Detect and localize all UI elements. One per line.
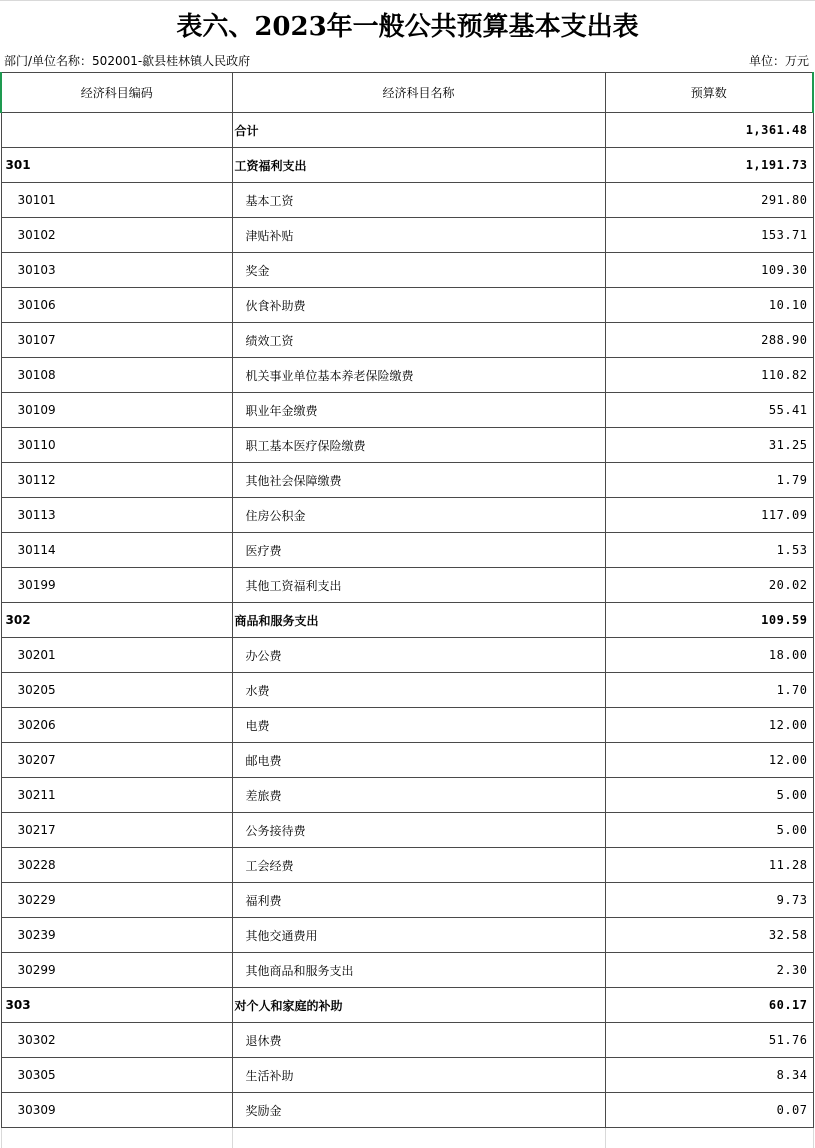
cell-amount[interactable]: 12.00 [605,708,813,743]
cell-amount[interactable]: 5.00 [605,813,813,848]
table-row [1,463,813,498]
cell-amount[interactable]: 288.90 [605,323,813,358]
cell-amount[interactable]: 20.02 [605,568,813,603]
cell-code[interactable]: 302 [1,603,232,638]
empty-cell[interactable] [605,1128,813,1148]
cell-code[interactable]: 30302 [1,1023,232,1058]
cell-amount[interactable]: 51.76 [605,1023,813,1058]
table-row [1,883,813,918]
cell-amount[interactable]: 55.41 [605,393,813,428]
cell-code[interactable]: 30199 [1,568,232,603]
cell-name[interactable]: 电费 [232,708,605,743]
cell-name[interactable]: 机关事业单位基本养老保险缴费 [232,358,605,393]
cell-name[interactable]: 伙食补助费 [232,288,605,323]
cell-name[interactable]: 绩效工资 [232,323,605,358]
header-code[interactable]: 经济科目编码 [1,73,232,113]
cell-amount[interactable]: 291.80 [605,183,813,218]
empty-row [1,1128,813,1148]
cell-code[interactable]: 30108 [1,358,232,393]
table-row [1,673,813,708]
category-row [1,603,813,638]
cell-code[interactable]: 30101 [1,183,232,218]
cell-code[interactable]: 30211 [1,778,232,813]
header-name[interactable]: 经济科目名称 [232,73,605,113]
empty-cell[interactable] [1,1128,232,1148]
table-row [1,358,813,393]
cell-amount[interactable]: 8.34 [605,1058,813,1093]
table-row [1,393,813,428]
cell-name[interactable]: 对个人和家庭的补助 [232,988,605,1023]
cell-code[interactable]: 30217 [1,813,232,848]
cell-name[interactable]: 公务接待费 [232,813,605,848]
table-body [1,113,813,1148]
sheet-top-gridline [0,0,815,1]
cell-name[interactable]: 奖金 [232,253,605,288]
table-row [1,498,813,533]
cell-name[interactable]: 职工基本医疗保险缴费 [232,428,605,463]
cell-code[interactable]: 30228 [1,848,232,883]
cell-amount[interactable]: 0.07 [605,1093,813,1128]
cell-name[interactable]: 其他社会保障缴费 [232,463,605,498]
cell-code[interactable]: 303 [1,988,232,1023]
table-row [1,918,813,953]
cell-name[interactable]: 医疗费 [232,533,605,568]
cell-code[interactable]: 30114 [1,533,232,568]
cell-code[interactable]: 30102 [1,218,232,253]
cell-name[interactable]: 其他商品和服务支出 [232,953,605,988]
table-row [1,638,813,673]
cell-name[interactable]: 其他工资福利支出 [232,568,605,603]
table-row [1,253,813,288]
table-row [1,533,813,568]
header-amount[interactable]: 预算数 [605,73,813,113]
cell-code[interactable]: 30201 [1,638,232,673]
cell-code[interactable]: 30207 [1,743,232,778]
cell-name[interactable]: 办公费 [232,638,605,673]
cell-code[interactable]: 30206 [1,708,232,743]
cell-name[interactable]: 奖励金 [232,1093,605,1128]
cell-amount[interactable]: 5.00 [605,778,813,813]
category-row [1,148,813,183]
table-row [1,1058,813,1093]
cell-code[interactable]: 30305 [1,1058,232,1093]
cell-code[interactable]: 30103 [1,253,232,288]
cell-name[interactable]: 住房公积金 [232,498,605,533]
table-row [1,953,813,988]
cell-amount[interactable]: 12.00 [605,743,813,778]
cell-amount[interactable]: 1.53 [605,533,813,568]
cell-code[interactable]: 30113 [1,498,232,533]
cell-code[interactable]: 30112 [1,463,232,498]
department-label: 部门/单位名称：502001-歙县桂林镇人民政府 [4,54,251,68]
table-row [1,778,813,813]
page-title: 表六、2023年一般公共预算基本支出表 [176,12,639,42]
cell-amount[interactable]: 110.82 [605,358,813,393]
cell-amount[interactable]: 1,191.73 [605,148,813,183]
table-row [1,1093,813,1128]
cell-name[interactable]: 水费 [232,673,605,708]
cell-amount[interactable]: 153.71 [605,218,813,253]
table-header-row [1,73,813,113]
cell-code[interactable]: 30229 [1,883,232,918]
cell-code[interactable]: 301 [1,148,232,183]
table-row [1,218,813,253]
cell-amount[interactable]: 60.17 [605,988,813,1023]
cell-name[interactable]: 其他交通费用 [232,918,605,953]
table-row [1,428,813,463]
table-row [1,288,813,323]
table-row [1,848,813,883]
table-row [1,708,813,743]
cell-amount[interactable]: 31.25 [605,428,813,463]
cell-name[interactable]: 邮电费 [232,743,605,778]
empty-cell[interactable] [232,1128,605,1148]
table-row [1,1023,813,1058]
category-row [1,988,813,1023]
cell-amount[interactable]: 109.59 [605,603,813,638]
cell-code[interactable] [1,113,232,148]
cell-name[interactable]: 商品和服务支出 [232,603,605,638]
cell-amount[interactable]: 109.30 [605,253,813,288]
cell-code[interactable]: 30239 [1,918,232,953]
cell-name[interactable]: 职业年金缴费 [232,393,605,428]
cell-name[interactable]: 基本工资 [232,183,605,218]
cell-code[interactable]: 30205 [1,673,232,708]
cell-name[interactable]: 津贴补贴 [232,218,605,253]
cell-name[interactable]: 福利费 [232,883,605,918]
cell-amount[interactable]: 10.10 [605,288,813,323]
cell-code[interactable]: 30107 [1,323,232,358]
cell-name[interactable]: 退休费 [232,1023,605,1058]
unit-label: 单位：万元 [748,54,809,68]
cell-amount[interactable]: 32.58 [605,918,813,953]
cell-code[interactable]: 30109 [1,393,232,428]
total-row [1,113,813,148]
cell-code[interactable]: 30299 [1,953,232,988]
cell-amount[interactable]: 117.09 [605,498,813,533]
cell-name[interactable]: 生活补助 [232,1058,605,1093]
cell-amount[interactable]: 2.30 [605,953,813,988]
cell-name[interactable]: 差旅费 [232,778,605,813]
cell-amount[interactable]: 1,361.48 [605,113,813,148]
table-row [1,568,813,603]
table-row [1,813,813,848]
cell-name[interactable]: 工资福利支出 [232,148,605,183]
cell-name[interactable]: 合计 [232,113,605,148]
table-row [1,743,813,778]
table-row [1,323,813,358]
cell-amount[interactable]: 9.73 [605,883,813,918]
budget-table [0,72,814,1148]
cell-amount[interactable]: 11.28 [605,848,813,883]
cell-code[interactable]: 30106 [1,288,232,323]
cell-amount[interactable]: 18.00 [605,638,813,673]
cell-code[interactable]: 30309 [1,1093,232,1128]
cell-code[interactable]: 30110 [1,428,232,463]
cell-amount[interactable]: 1.79 [605,463,813,498]
cell-amount[interactable]: 1.70 [605,673,813,708]
table-row [1,183,813,218]
cell-name[interactable]: 工会经费 [232,848,605,883]
